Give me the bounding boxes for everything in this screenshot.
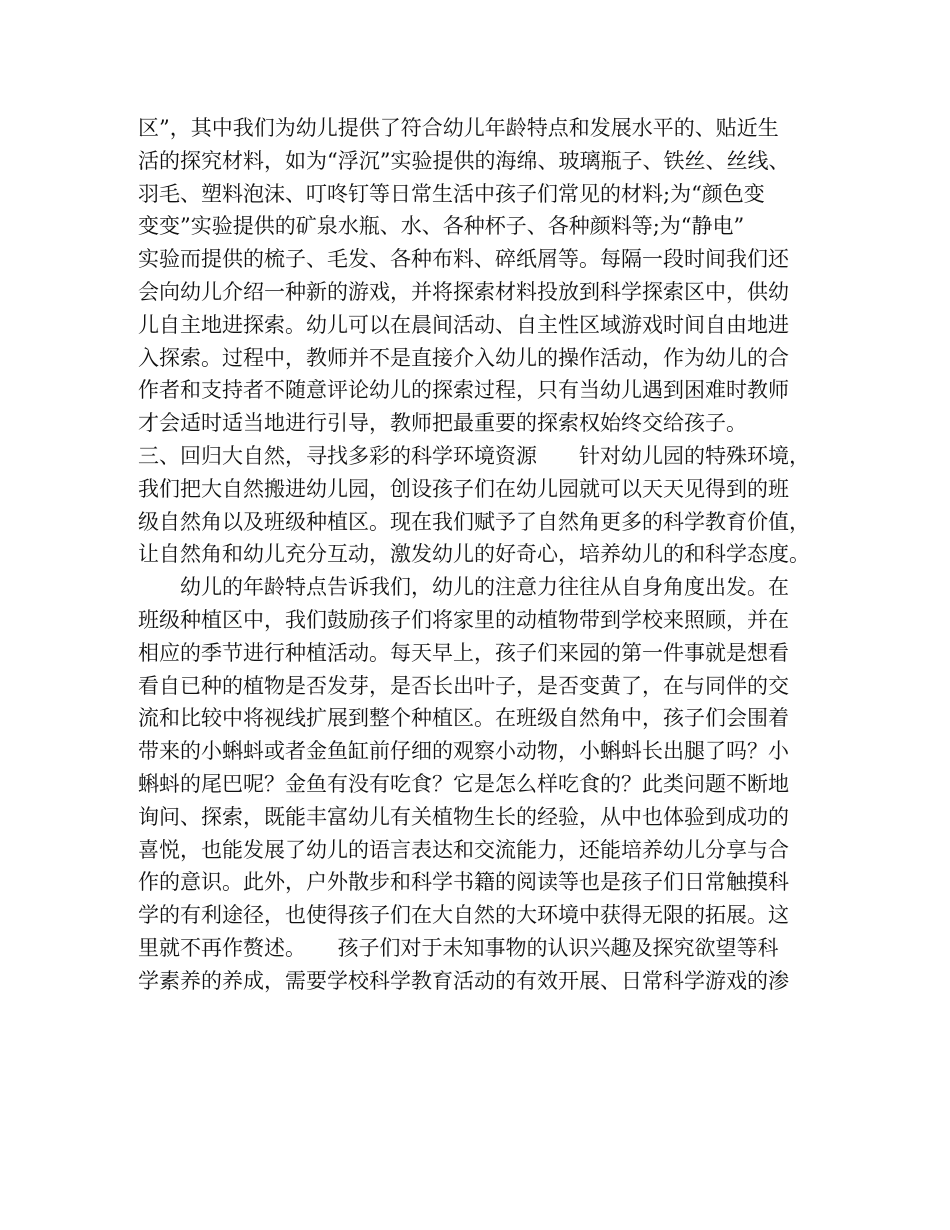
text-line: 里就不再作赘述。 孩子们对于未知事物的认识兴趣及探究欲望等科 <box>138 935 779 960</box>
body-text <box>138 112 818 998</box>
text-line: 区”，其中我们为幼儿提供了符合幼儿年龄特点和发展水平的、贴近生 <box>138 116 779 140</box>
text-line: 羽毛、塑料泡沫、叮咚钉等日常生活中孩子们常见的材料;为“颜色变 <box>138 181 765 206</box>
text-line: 作的意识。此外，户外散步和科学书籍的阅读等也是孩子们日常触摸科 <box>138 870 789 895</box>
text-line: 蝌蚪的尾巴呢？金鱼有没有吃食？它是怎么样吃食的？此类问题不断地 <box>138 771 789 796</box>
paragraph-start-line: 幼儿的年龄特点告诉我们，幼儿的注意力往往从自身角度出发。在 <box>138 575 789 600</box>
text-line: 才会适时适当地进行引导，教师把最重要的探索权始终交给孩子。 <box>138 411 747 436</box>
text-line: 看自已种的植物是否发芽，是否长出叶子，是否变黄了，在与同伴的交 <box>138 673 789 698</box>
text-line: 班级种植区中，我们鼓励孩子们将家里的动植物带到学校来照顾，并在 <box>138 607 789 632</box>
text-line: 让自然角和幼儿充分互动，激发幼儿的好奇心，培养幼儿的和科学态度。 <box>138 542 810 567</box>
text-line: 相应的季节进行种植活动。每天早上，孩子们来园的第一件事就是想看 <box>138 640 789 665</box>
text-line: 带来的小蝌蚪或者金鱼缸前仔细的观察小动物，小蝌蚪长出腿了吗？小 <box>138 739 789 764</box>
text-line: 实验而提供的梳子、毛发、各种布料、碎纸屑等。每隔一段时间我们还 <box>138 247 789 272</box>
section-heading-line: 三、回归大自然，寻找多彩的科学环境资源 针对幼儿园的特殊环境， <box>138 443 810 468</box>
text-line: 流和比较中将视线扩展到整个种植区。在班级自然角中，孩子们会围着 <box>138 706 789 731</box>
text-line: 学素养的养成，需要学校科学教育活动的有效开展、日常科学游戏的渗 <box>138 968 789 993</box>
text-line: 变变”实验提供的矿泉水瓶、水、各种杯子、各种颜料等;为“静电” <box>138 214 745 239</box>
text-line: 级自然角以及班级种植区。现在我们赋予了自然角更多的科学教育价值， <box>138 509 810 534</box>
text-line: 入探索。过程中，教师并不是直接介入幼儿的操作活动，作为幼儿的合 <box>138 345 789 370</box>
text-line: 会向幼儿介绍一种新的游戏，并将探索材料投放到科学探索区中，供幼 <box>138 279 789 304</box>
text-line: 儿自主地进探索。幼儿可以在晨间活动、自主性区域游戏时间自由地进 <box>138 312 789 337</box>
text-line: 我们把大自然搬进幼儿园，创设孩子们在幼儿园就可以天天见得到的班 <box>138 476 789 501</box>
text-line: 作者和支持者不随意评论幼儿的探索过程，只有当幼儿遇到困难时教师 <box>138 378 789 403</box>
text-line: 学的有利途径，也使得孩子们在大自然的大环境中获得无限的拓展。这 <box>138 903 789 928</box>
text-line: 活的探究材料，如为“浮沉”实验提供的海绵、玻璃瓶子、铁丝、丝线、 <box>138 148 790 173</box>
text-line: 喜悦，也能发展了幼儿的语言表达和交流能力，还能培养幼儿分享与合 <box>138 837 789 862</box>
text-line: 询问、探索，既能丰富幼儿有关植物生长的经验，从中也体验到成功的 <box>138 804 789 829</box>
